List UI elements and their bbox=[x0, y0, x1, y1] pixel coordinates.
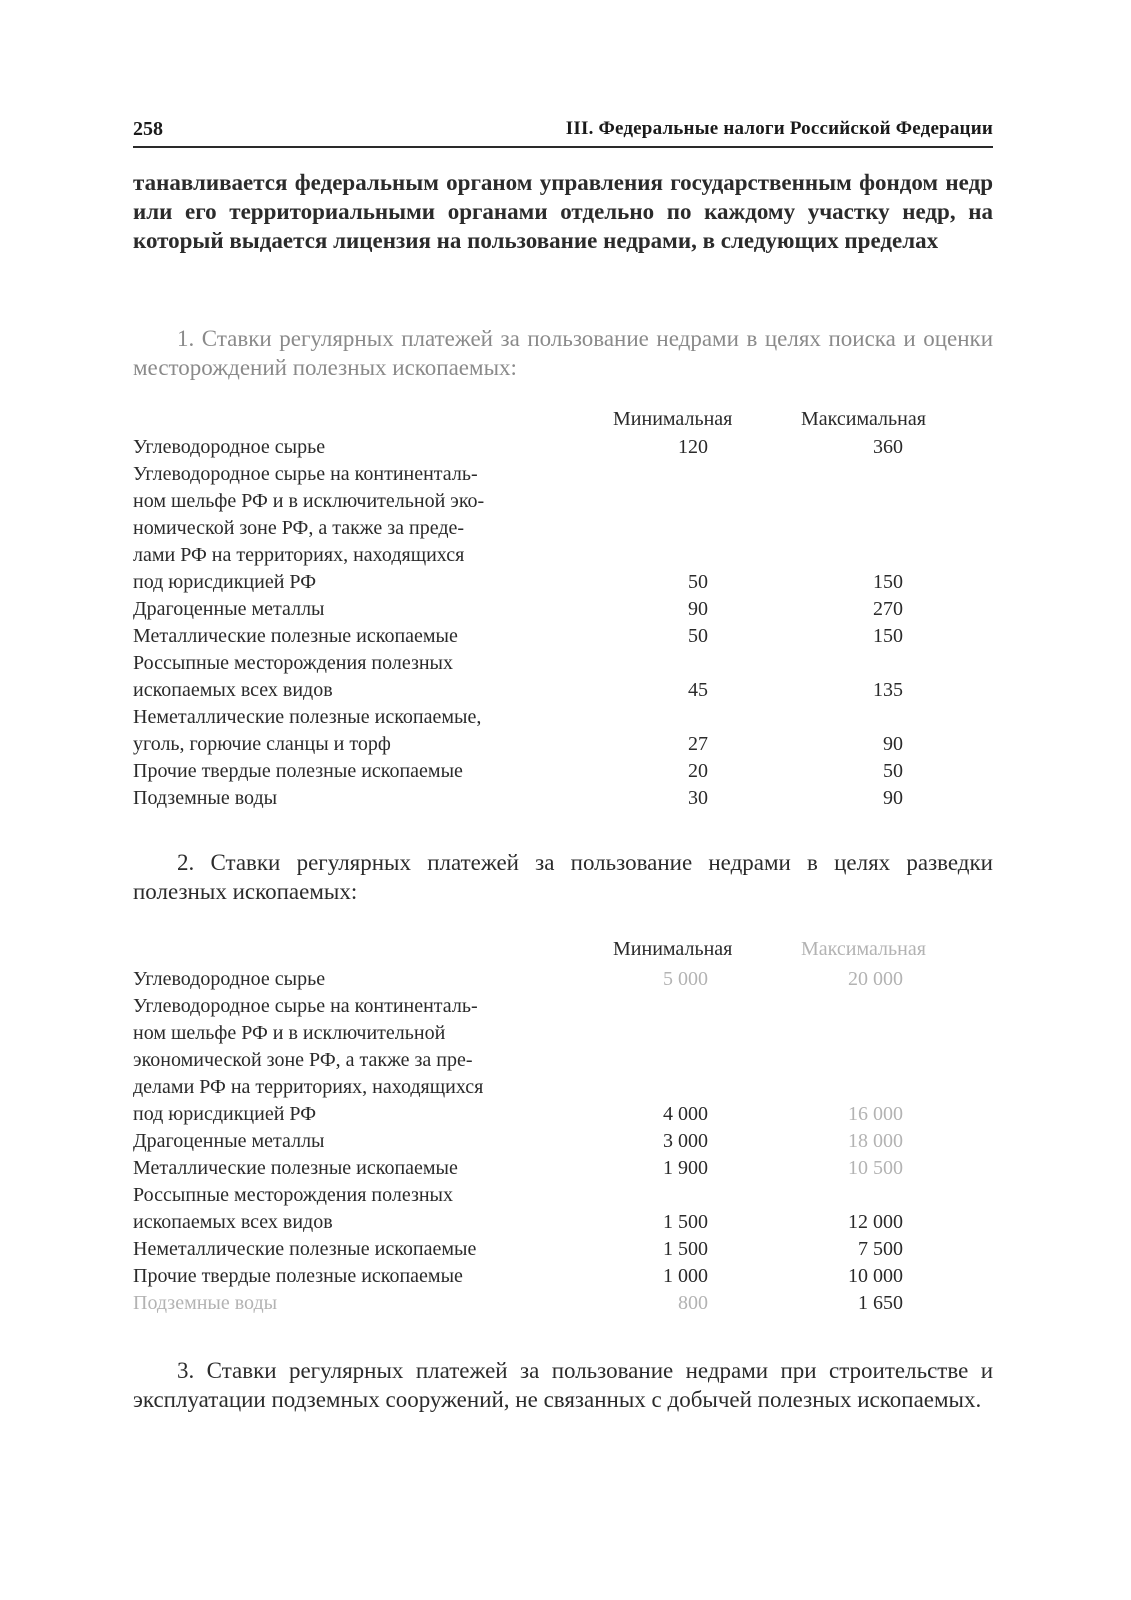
chapter-title: III. Федеральные налоги Российской Федерации bbox=[565, 118, 993, 139]
table-row bbox=[133, 434, 993, 461]
min-value: 50 bbox=[688, 571, 708, 593]
max-value: 10 000 bbox=[848, 1265, 903, 1287]
max-value: 16 000 bbox=[848, 1103, 903, 1125]
row-label: Металлические полезные ископаемые bbox=[133, 625, 458, 647]
table-row bbox=[133, 623, 993, 650]
row-label: Углеводородное сырье на континенталь- ном шельфе РФ и в исключительной эко- номической зоне РФ, а также за преде- лами РФ на территориях, находящихся под юрисдикцией РФ bbox=[133, 463, 485, 593]
max-value: 18 000 bbox=[848, 1130, 903, 1152]
page-number: 258 bbox=[133, 118, 163, 140]
table-row bbox=[133, 993, 993, 1128]
table-row bbox=[133, 785, 993, 812]
table-row bbox=[133, 1155, 993, 1182]
row-label: Подземные воды bbox=[133, 1292, 278, 1314]
row-label: Углеводородное сырье на континенталь- ном шельфе РФ и в исключительной экономической зоне РФ, а также за пре- делами РФ на территориях, находящихся под юрисдикцией РФ bbox=[133, 995, 484, 1125]
min-value: 120 bbox=[678, 436, 708, 458]
max-value: 150 bbox=[873, 625, 903, 647]
table-row bbox=[133, 650, 993, 704]
min-value: 45 bbox=[688, 679, 708, 701]
max-value: 150 bbox=[873, 571, 903, 593]
col-max-header: Максимальная bbox=[801, 938, 926, 960]
col-min-header: Минимальная bbox=[613, 408, 733, 430]
row-label: Подземные воды bbox=[133, 787, 278, 809]
table-row bbox=[133, 1290, 993, 1317]
intro-paragraph: танавливается федеральным органом управления государственным фондом недр или его территориальными органами отдельно по каждому участку недр, на который выдается лицензия на пользование недрами, в следующих пределах bbox=[133, 170, 993, 253]
max-value: 90 bbox=[883, 787, 903, 809]
table-row bbox=[133, 1182, 993, 1236]
max-value: 90 bbox=[883, 733, 903, 755]
section2-rows bbox=[133, 966, 993, 1317]
max-value: 135 bbox=[873, 679, 903, 701]
max-value: 12 000 bbox=[848, 1211, 903, 1233]
row-label: Углеводородное сырье bbox=[133, 436, 326, 458]
section2-heading: 2. Ставки регулярных платежей за пользование недрами в целях разведки полезных ископаемых: bbox=[133, 850, 993, 904]
table-row bbox=[133, 704, 993, 758]
row-label: Россыпные месторождения полезных ископаемых всех видов bbox=[133, 652, 453, 701]
col-min-header: Минимальная bbox=[613, 938, 733, 960]
table-row bbox=[133, 1128, 993, 1155]
row-label: Углеводородное сырье bbox=[133, 968, 326, 990]
row-label: Россыпные месторождения полезных ископаемых всех видов bbox=[133, 1184, 453, 1233]
row-label: Прочие твердые полезные ископаемые bbox=[133, 1265, 463, 1287]
row-label: Драгоценные металлы bbox=[133, 1130, 325, 1152]
row-label: Прочие твердые полезные ископаемые bbox=[133, 760, 463, 782]
row-label: Драгоценные металлы bbox=[133, 598, 325, 620]
min-value: 3 000 bbox=[663, 1130, 708, 1152]
col-max-header: Максимальная bbox=[801, 408, 926, 430]
section3-heading: 3. Ставки регулярных платежей за пользование недрами при строительстве и эксплуатации подземных сооружений, не связанных с добычей полезных ископаемых. bbox=[133, 1358, 993, 1412]
max-value: 7 500 bbox=[858, 1238, 903, 1260]
max-value: 50 bbox=[883, 760, 903, 782]
section1-rows bbox=[133, 434, 993, 812]
table-row bbox=[133, 1236, 993, 1263]
min-value: 50 bbox=[688, 625, 708, 647]
max-value: 360 bbox=[873, 436, 903, 458]
min-value: 5 000 bbox=[663, 968, 708, 990]
row-label: Неметаллические полезные ископаемые bbox=[133, 1238, 477, 1260]
max-value: 270 bbox=[873, 598, 903, 620]
table-row bbox=[133, 596, 993, 623]
section1-heading: 1. Ставки регулярных платежей за пользование недрами в целях поиска и оценки месторождений полезных ископаемых: bbox=[133, 326, 993, 380]
min-value: 1 000 bbox=[663, 1265, 708, 1287]
min-value: 800 bbox=[678, 1292, 708, 1314]
row-label: Металлические полезные ископаемые bbox=[133, 1157, 458, 1179]
min-value: 90 bbox=[688, 598, 708, 620]
min-value: 4 000 bbox=[663, 1103, 708, 1125]
min-value: 1 900 bbox=[663, 1157, 708, 1179]
min-value: 20 bbox=[688, 760, 708, 782]
max-value: 20 000 bbox=[848, 968, 903, 990]
row-label: Неметаллические полезные ископаемые, уголь, горючие сланцы и торф bbox=[133, 706, 482, 755]
max-value: 10 500 bbox=[848, 1157, 903, 1179]
table-row bbox=[133, 758, 993, 785]
table-row bbox=[133, 1263, 993, 1290]
table-row bbox=[133, 966, 993, 993]
running-head bbox=[133, 112, 993, 148]
min-value: 1 500 bbox=[663, 1211, 708, 1233]
max-value: 1 650 bbox=[858, 1292, 903, 1314]
min-value: 1 500 bbox=[663, 1238, 708, 1260]
table-row bbox=[133, 461, 993, 596]
min-value: 27 bbox=[688, 733, 708, 755]
min-value: 30 bbox=[688, 787, 708, 809]
